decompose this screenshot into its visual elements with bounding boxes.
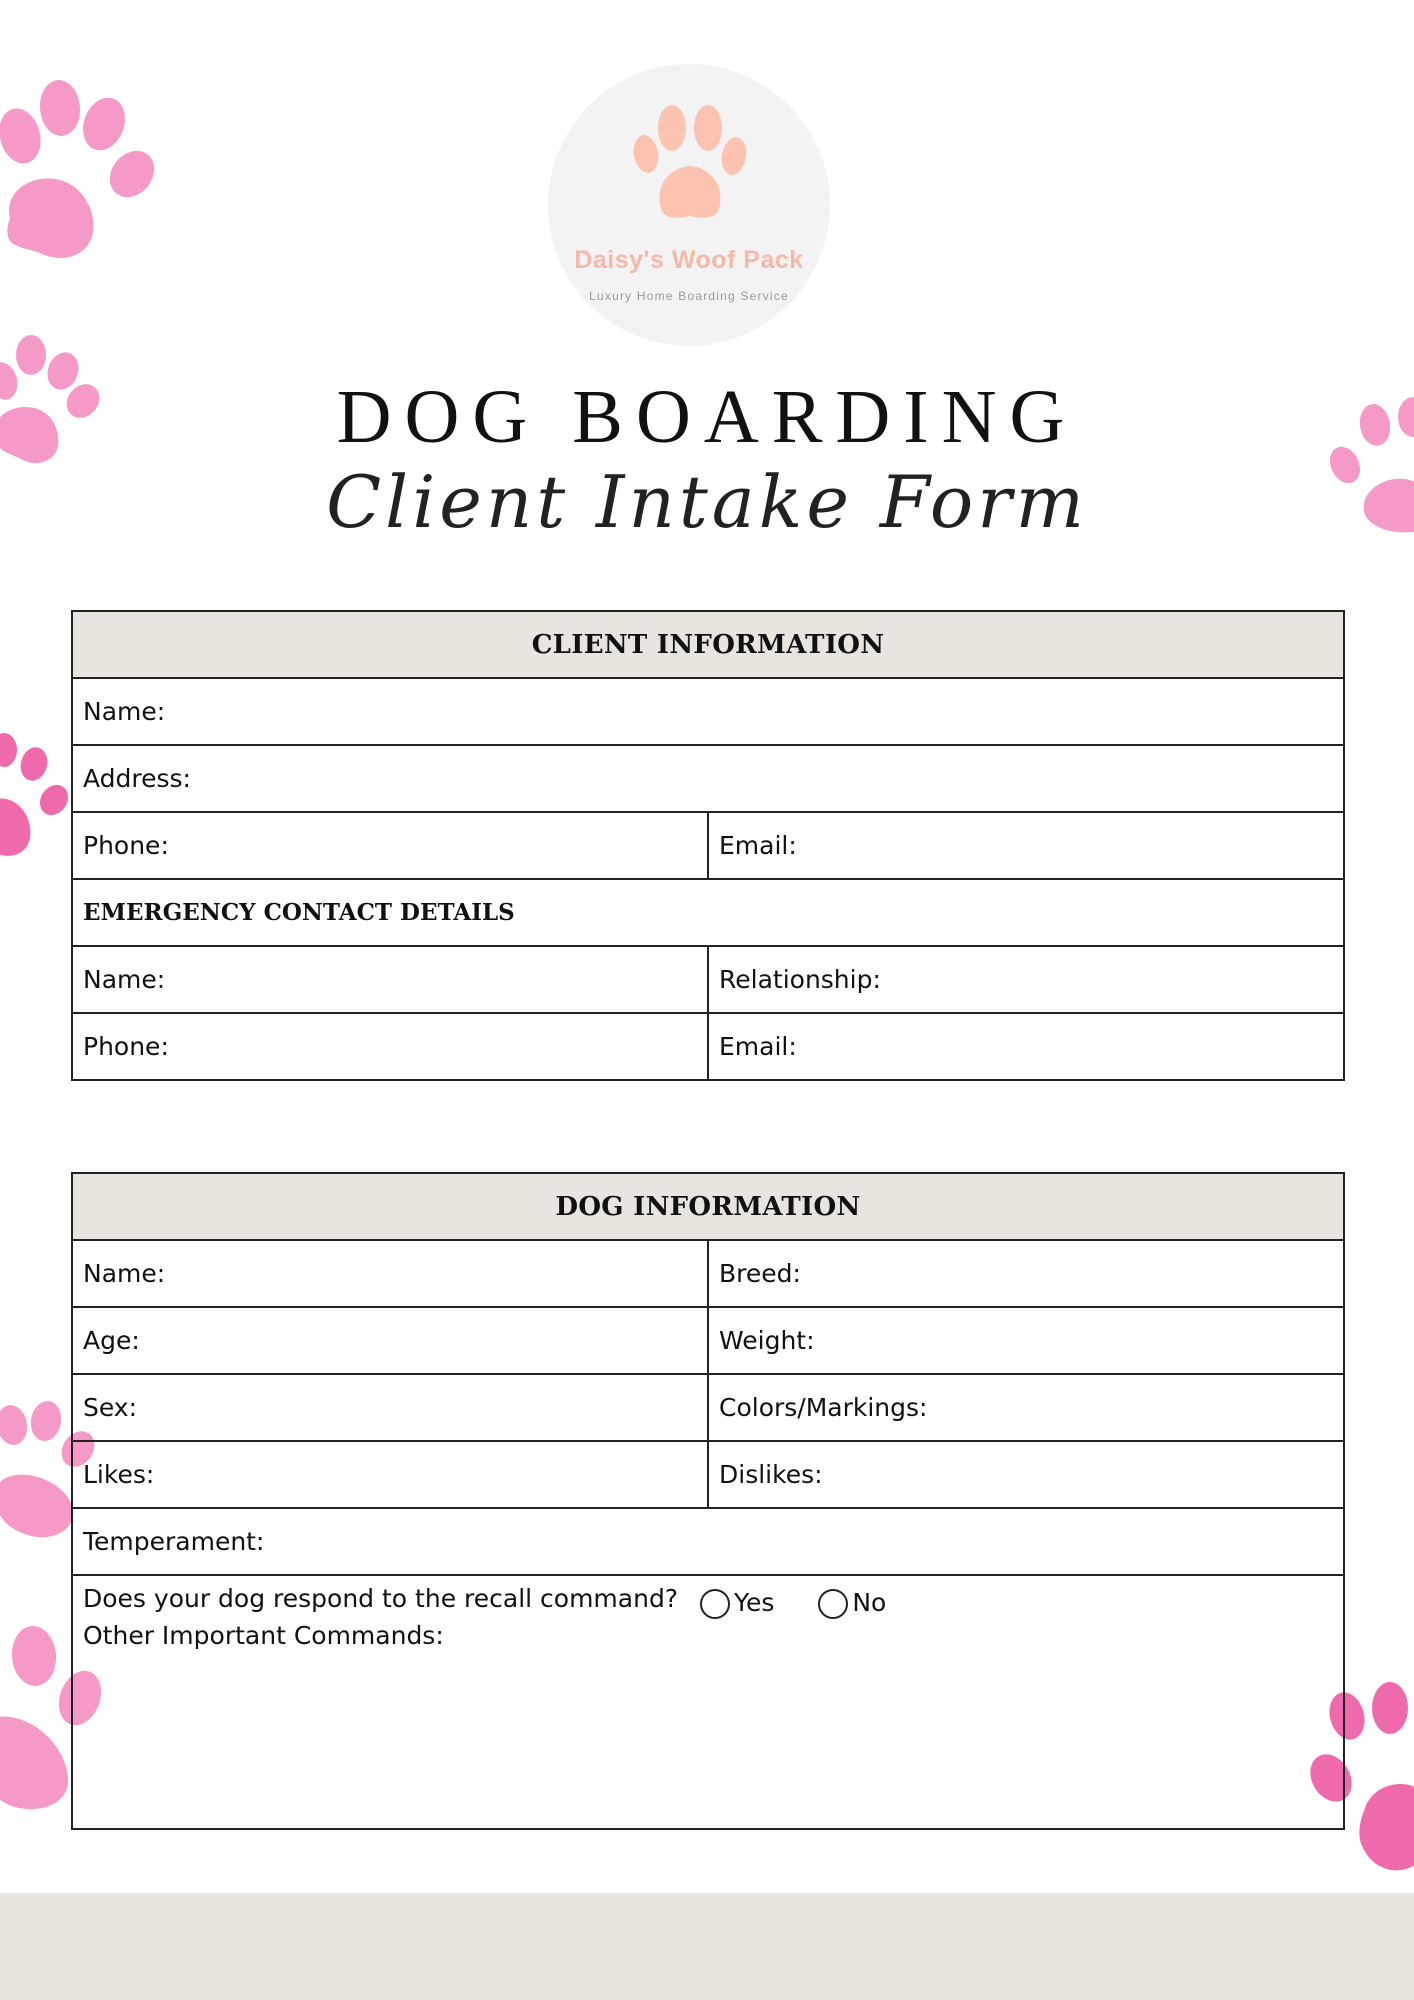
recall-yes-radio[interactable] (700, 1589, 730, 1619)
recall-yes-label: Yes (734, 1588, 775, 1617)
client-phone-label: Phone: (83, 831, 169, 860)
breed-label: Breed: (719, 1259, 801, 1288)
relationship-field[interactable] (708, 946, 1344, 1013)
emergency-name-label: Name: (83, 965, 166, 994)
dog-information-header: DOG INFORMATION (72, 1173, 1344, 1240)
page-title: DOG BOARDING (336, 375, 1078, 459)
client-address-label: Address: (83, 764, 191, 793)
client-email-field[interactable] (708, 812, 1344, 879)
emergency-contact-header: EMERGENCY CONTACT DETAILS (72, 879, 1344, 946)
emergency-name-field[interactable] (72, 946, 708, 1013)
temperament-label: Temperament: (83, 1527, 265, 1556)
age-field[interactable] (72, 1307, 708, 1374)
page-subtitle: Client Intake Form (326, 460, 1088, 544)
age-label: Age: (83, 1326, 140, 1355)
emergency-email-label: Email: (719, 1032, 797, 1061)
client-address-field[interactable] (72, 745, 1344, 812)
logo-name: Daisy's Woof Pack (574, 246, 804, 274)
likes-label: Likes: (83, 1460, 155, 1489)
recall-radio-group (700, 1584, 922, 1615)
colors-markings-label: Colors/Markings: (719, 1393, 928, 1422)
breed-field[interactable] (708, 1240, 1344, 1307)
weight-field[interactable] (708, 1307, 1344, 1374)
recall-question: Does your dog respond to the recall command? (83, 1584, 679, 1613)
relationship-label: Relationship: (719, 965, 881, 994)
dislikes-field[interactable] (708, 1441, 1344, 1508)
client-email-label: Email: (719, 831, 797, 860)
emergency-email-field[interactable] (708, 1013, 1344, 1080)
weight-label: Weight: (719, 1326, 815, 1355)
client-information-header: CLIENT INFORMATION (72, 611, 1344, 678)
sex-label: Sex: (83, 1393, 138, 1422)
dog-information-table (71, 1172, 1345, 1830)
client-information-table (71, 610, 1345, 1081)
dog-name-label: Name: (83, 1259, 166, 1288)
client-name-label: Name: (83, 697, 166, 726)
logo (548, 64, 830, 346)
recall-no-label: No (852, 1588, 887, 1617)
client-name-field[interactable] (72, 678, 1344, 745)
commands-label: Other Important Commands: (83, 1621, 444, 1650)
logo-paw-icon (626, 104, 754, 224)
paw-print-icon (0, 730, 80, 860)
recall-no-radio[interactable] (818, 1589, 848, 1619)
colors-markings-field[interactable] (708, 1374, 1344, 1441)
emergency-phone-label: Phone: (83, 1032, 169, 1061)
logo-tagline: Luxury Home Boarding Service (589, 289, 789, 303)
temperament-field[interactable] (72, 1508, 1344, 1575)
commands-field[interactable] (72, 1575, 1344, 1829)
dog-name-field[interactable] (72, 1240, 708, 1307)
likes-field[interactable] (72, 1441, 708, 1508)
footer-band (0, 1893, 1414, 2000)
client-phone-field[interactable] (72, 812, 708, 879)
emergency-phone-field[interactable] (72, 1013, 708, 1080)
dislikes-label: Dislikes: (719, 1460, 823, 1489)
sex-field[interactable] (72, 1374, 708, 1441)
paw-print-icon (0, 78, 160, 268)
